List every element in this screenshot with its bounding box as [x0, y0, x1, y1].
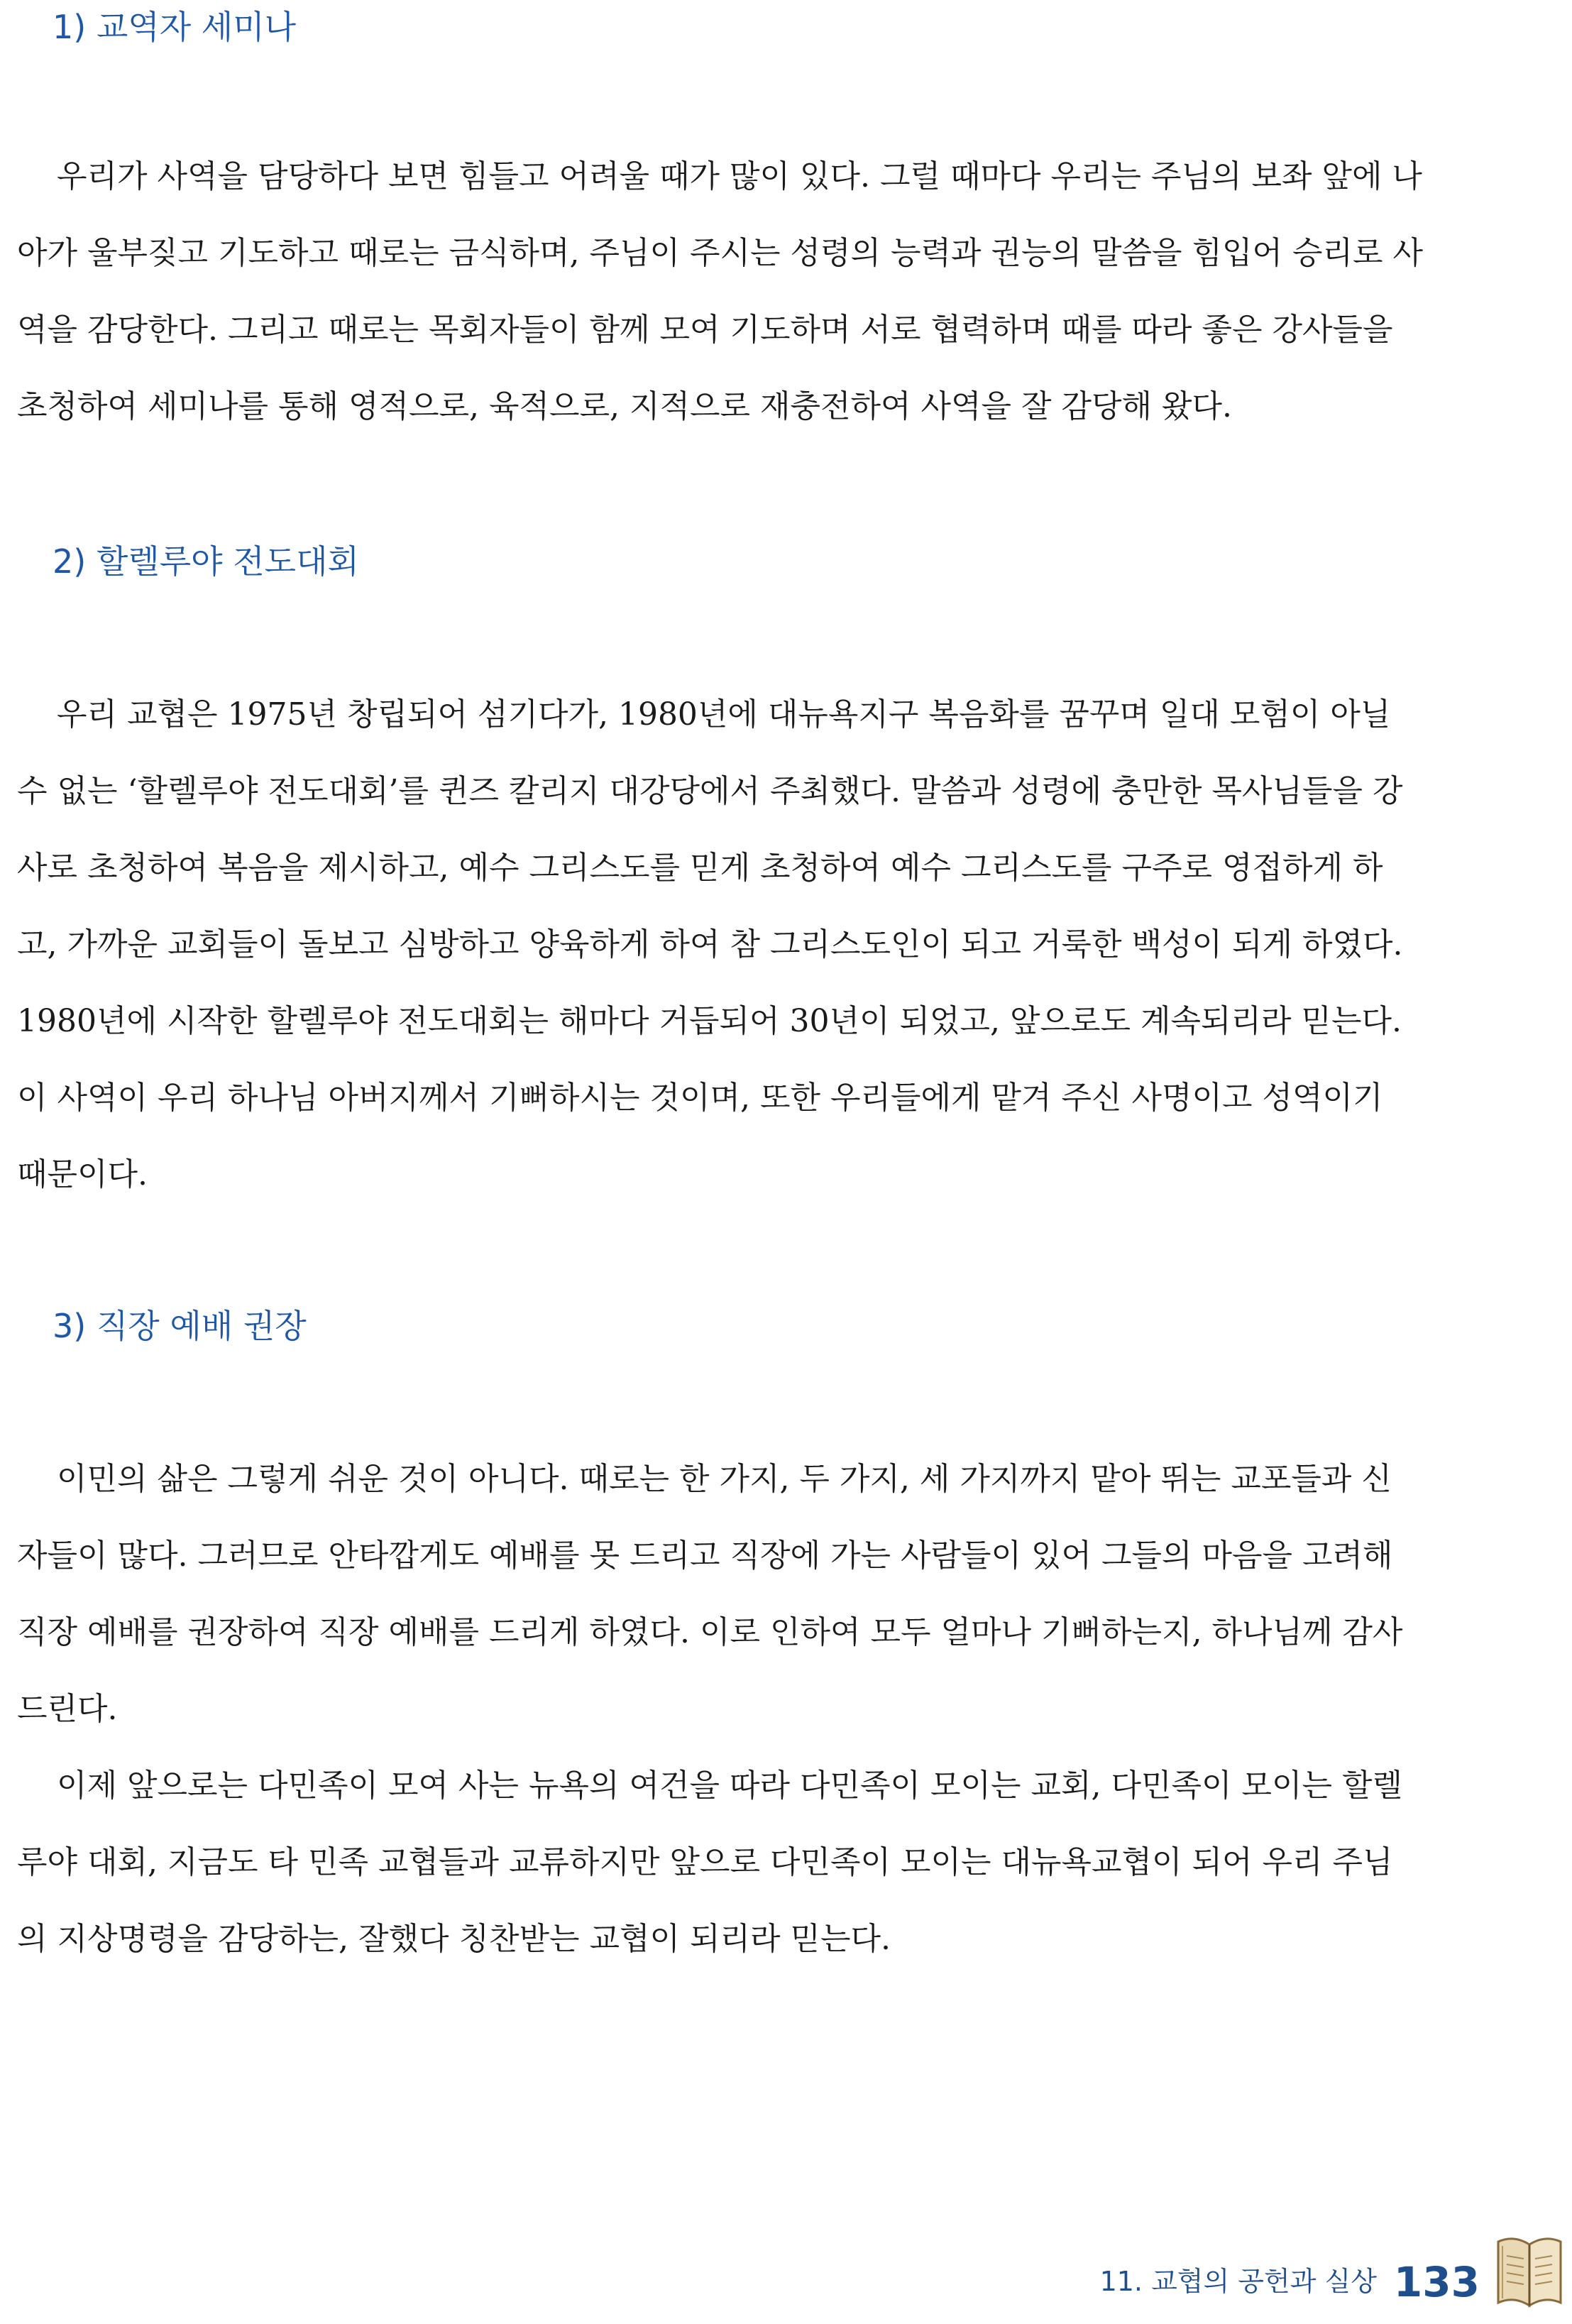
- paragraph: [17, 1748, 1493, 1978]
- text-line: 우리 교협은 1975년 창립되어 섬기다가, 1980년에 대뉴욕지구 복음화를 꿈꾸며 일대 모험이 아닐: [57, 696, 1391, 733]
- section-heading: 1) 교역자 세미나: [53, 8, 297, 46]
- page-number: 133: [1393, 2258, 1480, 2306]
- chapter-title: 11. 교협의 공헌과 실상: [1099, 2266, 1377, 2297]
- text-line: 루야 대회, 지금도 타 민족 교협들과 교류하지만 앞으로 다민족이 모이는 대뉴욕교협이 되어 우리 주님: [17, 1844, 1393, 1880]
- text-line: 고, 가까운 교회들이 돌보고 심방하고 양육하게 하여 참 그리스도인이 되고 거룩한 백성이 되게 하였다.: [17, 926, 1403, 963]
- text-line: 역을 감당한다. 그리고 때로는 목회자들이 함께 모여 기도하며 서로 협력하며 때를 따라 좋은 강사들을: [17, 312, 1393, 348]
- text-line: 자들이 많다. 그러므로 안타깝게도 예배를 못 드리고 직장에 가는 사람들이 있어 그들의 마음을 고려해: [17, 1538, 1393, 1574]
- paragraph: [17, 676, 1493, 1213]
- text-line: 초청하여 세미나를 통해 영적으로, 육적으로, 지적으로 재충전하여 사역을 잘 감당해 왔다.: [17, 388, 1232, 424]
- text-line: 아가 울부짖고 기도하고 때로는 금식하며, 주님이 주시는 성령의 능력과 권능의 말씀을 힘입어 승리로 사: [17, 235, 1423, 271]
- page-footer: [1099, 2258, 1480, 2306]
- paragraph: [17, 1441, 1493, 1748]
- text-line: 1980년에 시작한 할렐루야 전도대회는 해마다 거듭되어 30년이 되었고, 앞으로도 계속되리라 믿는다.: [17, 1003, 1402, 1039]
- text-line: 이민의 삶은 그렇게 쉬운 것이 아니다. 때로는 한 가지, 두 가지, 세 가지까지 맡아 뛰는 교포들과 신: [57, 1461, 1392, 1497]
- section-heading: 3) 직장 예배 권장: [53, 1307, 307, 1345]
- text-line: 이제 앞으로는 다민족이 모여 사는 뉴욕의 여건을 따라 다민족이 모이는 교회, 다민족이 모이는 할렐: [57, 1767, 1402, 1804]
- text-line: 이 사역이 우리 하나님 아버지께서 기뻐하시는 것이며, 또한 우리들에게 맡겨 주신 사명이고 성역이기: [17, 1080, 1383, 1116]
- section-heading: 2) 할렐루야 전도대회: [53, 542, 359, 581]
- text-line: 수 없는 ‘할렐루야 전도대회’를 퀸즈 칼리지 대강당에서 주최했다. 말씀과 성령에 충만한 목사님들을 강: [17, 773, 1403, 809]
- text-line: 직장 예배를 권장하여 직장 예배를 드리게 하였다. 이로 인하여 모두 얼마나 기뻐하는지, 하나님께 감사: [17, 1614, 1403, 1650]
- paragraph: [17, 138, 1493, 445]
- text-line: 의 지상명령을 감당하는, 잘했다 칭찬받는 교협이 되리라 믿는다.: [17, 1921, 891, 1957]
- text-line: 드린다.: [17, 1691, 118, 1727]
- text-line: 우리가 사역을 담당하다 보면 힘들고 어려울 때가 많이 있다. 그럴 때마다 우리는 주님의 보좌 앞에 나: [57, 158, 1422, 194]
- text-line: 사로 초청하여 복음을 제시하고, 예수 그리스도를 믿게 초청하여 예수 그리스도를 구주로 영접하게 하: [17, 850, 1383, 886]
- text-line: 때문이다.: [17, 1156, 148, 1193]
- open-book-icon: [1493, 2227, 1566, 2313]
